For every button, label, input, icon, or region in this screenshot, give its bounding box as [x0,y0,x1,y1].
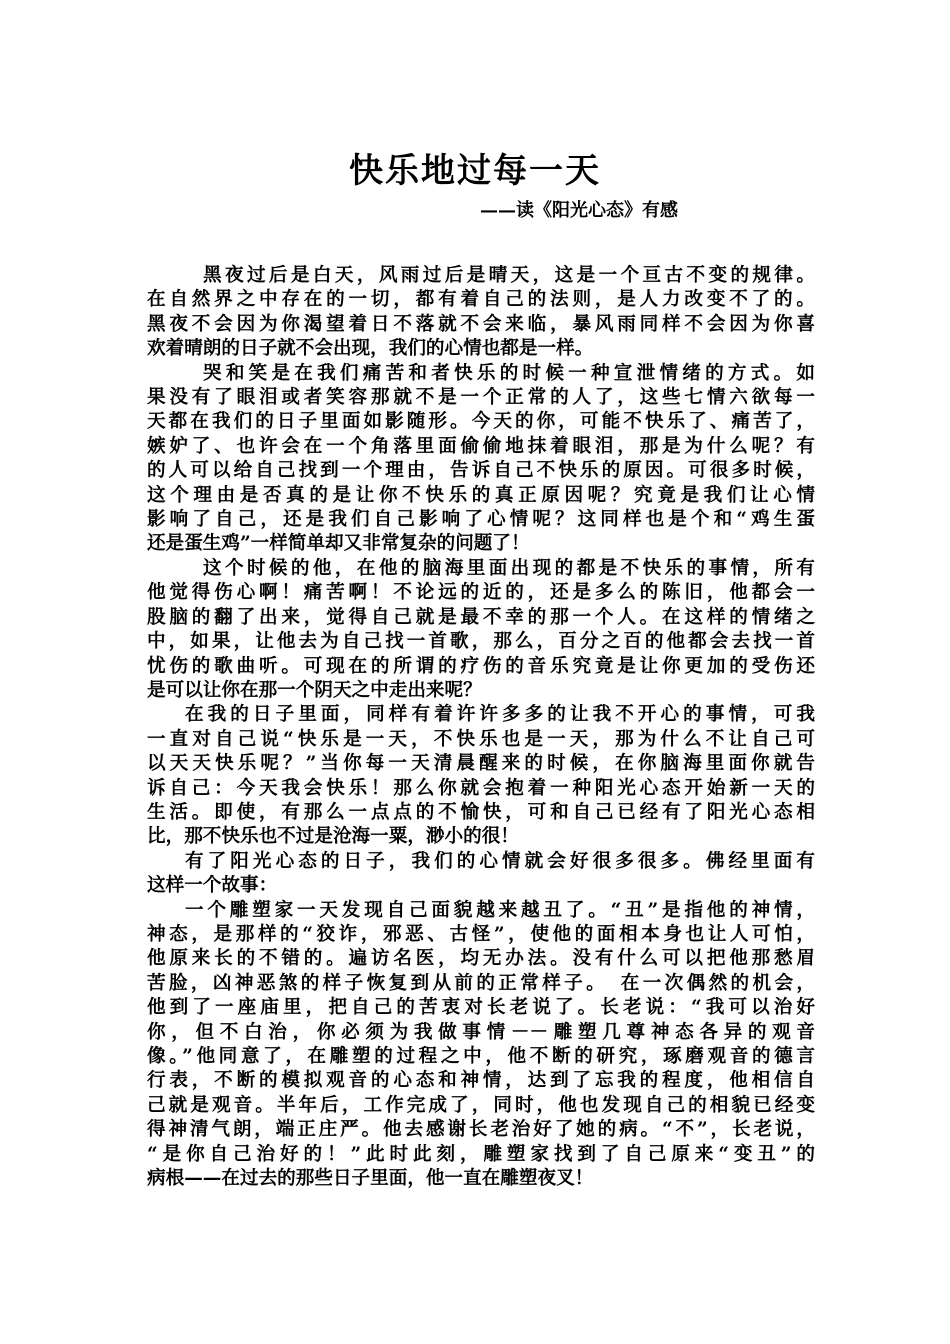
text-line: 这个时候的他，在他的脑海里面出现的都是不快乐的事情，所有 [203,557,815,579]
text-line: 苦脸，凶神恶煞的样子恢复到从前的正常样子。 在一次偶然的机会， [147,972,815,994]
text-line: 这样一个故事： [147,875,278,897]
text-line: 忧伤的歌曲听。可现在的所谓的疗伤的音乐究竟是让你更加的受伤还 [147,655,815,677]
text-line: 以天天快乐呢？”当你每一天清晨醒来的时候，在你脑海里面你就告 [147,753,815,775]
text-line: 果没有了眼泪或者笑容那就不是一个正常的人了，这些七情六欲每一 [147,387,815,409]
text-line: 像。”他同意了，在雕塑的过程之中，他不断的研究，琢磨观音的德言 [147,1046,815,1067]
text-line: 生活。即使，有那么一点点的不愉快，可和自己已经有了阳光心态相 [147,801,815,823]
text-line: 他原来长的不错的。遍访名医，均无办法。没有什么可以把他那愁眉 [147,948,815,970]
text-line: 在自然界之中存在的一切，都有着自己的法则，是人力改变不了的。 [147,289,815,311]
page-subtitle: ——读《阳光心态》有感 [480,200,678,221]
text-line: 行表，不断的模拟观音的心态和神情，达到了忘我的程度，他相信自 [147,1070,815,1092]
text-line: 影响了自己，还是我们自己影响了心情呢？这同样也是个和“鸡生蛋 [147,509,815,531]
text-line: 黑夜不会因为你渴望着日不落就不会来临，暴风雨同样不会因为你喜 [147,313,815,335]
paragraph-5 [147,850,815,899]
page-title: 快乐地过每一天 [349,151,601,191]
text-line: 得神清气朗，端正庄严。他去感谢长老治好了她的病。“不”，长老说， [147,1119,815,1141]
paragraph-6 [147,899,815,1192]
text-line: 己就是观音。半年后，工作完成了，同时，他也发现自己的相貌已经变 [147,1094,815,1116]
paragraph-1 [147,264,815,362]
text-line: 一直对自己说“快乐是一天，不快乐也是一天，那为什么不让自己可 [147,728,815,750]
paragraph-2 [147,362,815,557]
text-line: 哭和笑是在我们痛苦和者快乐的时候一种宣泄情绪的方式。如 [203,362,815,384]
text-line: 中，如果，让他去为自己找一首歌，那么，百分之百的他都会去找一首 [147,631,815,653]
text-line: 欢着晴朗的日子就不会出现，我们的心情也都是一样。 [147,338,594,360]
text-line: 一个雕塑家一天发现自己面貌越来越丑了。“丑”是指他的神情， [185,899,815,921]
text-line: 天都在我们的日子里面如影随形。今天的你，可能不快乐了、痛苦了， [147,411,815,433]
text-line: 比，那不快乐也不过是沧海一粟，渺小的很！ [147,826,519,848]
paragraph-3 [147,557,815,703]
text-line: 的人可以给自己找到一个理由，告诉自己不快乐的原因。可很多时候， [147,460,815,482]
text-line: 你，但不白治，你必须为我做事情－－雕塑几尊神态各异的观音 [147,1021,815,1043]
article-body [147,264,815,1191]
text-line: 他到了一座庙里，把自己的苦衷对长老说了。长老说：“我可以治好 [147,997,815,1019]
text-line: 诉自己：今天我会快乐！那么你就会抱着一种阳光心态开始新一天的 [147,777,815,799]
text-line: 病根——在过去的那些日子里面，他一直在雕塑夜叉！ [147,1168,594,1190]
text-line: 在我的日子里面，同样有着许许多多的让我不开心的事情，可我 [185,704,815,726]
paragraph-4 [147,703,815,849]
text-line: 是可以让你在那一个阴天之中走出来呢？ [147,679,482,701]
text-line: 有了阳光心态的日子，我们的心情就会好很多很多。佛经里面有 [185,850,815,872]
text-line: 嫉妒了、也许会在一个角落里面偷偷地抹着眼泪，那是为什么呢？有 [147,435,815,457]
text-line: 这个理由是否真的是让你不快乐的真正原因呢？究竟是我们让心情 [147,484,815,506]
text-line: “是你自己治好的！”此时此刻，雕塑家找到了自己原来“变丑”的 [147,1143,815,1165]
text-line: 黑夜过后是白天，风雨过后是晴天，这是一个亘古不变的规律。 [203,265,815,286]
text-line: 他觉得伤心啊！痛苦啊！不论远的近的，还是多么的陈旧，他都会一 [147,582,815,604]
text-line: 还是蛋生鸡”一样简单却又非常复杂的问题了！ [147,533,530,555]
text-line: 股脑的翻了出来，觉得自己就是最不幸的那一个人。在这样的情绪之 [147,606,815,628]
text-line: 神态，是那样的“狡诈，邪恶、古怪”，使他的面相本身也让人可怕， [147,923,815,945]
